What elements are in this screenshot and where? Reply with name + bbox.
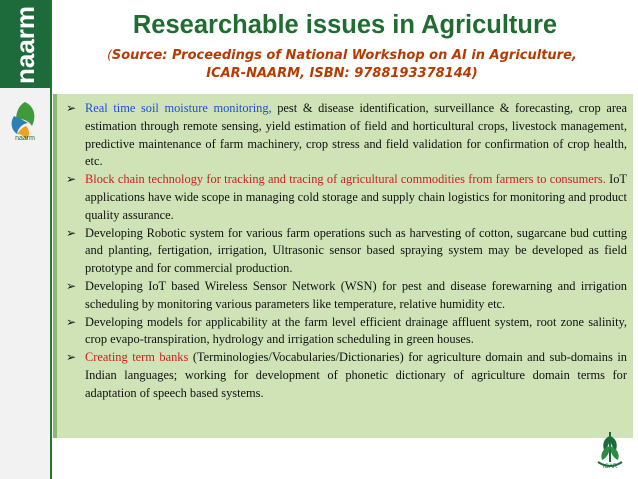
arrow-bullet-icon: ➢	[66, 278, 77, 293]
icar-logo-label: ICAR	[602, 464, 618, 470]
bullet-highlight: Creating term banks	[85, 350, 189, 365]
arrow-bullet-icon: ➢	[66, 314, 77, 329]
arrow-bullet-icon: ➢	[66, 172, 77, 187]
content-box	[53, 94, 633, 438]
bullet-item	[65, 171, 627, 224]
bullet-text: Developing models for applicability at the farm level efficient drainage affluent system, root zone salinity, crop evapo-transpiration, hydrology and irrigation scheduling in green houses.	[85, 314, 627, 347]
naarm-leaf-logo-icon	[4, 96, 46, 152]
bullet-item	[65, 314, 627, 350]
bullet-text: IoT applications have wide scope in managing cold storage and supply chain logistics for monitoring and product quality assurance.	[85, 172, 627, 222]
bullet-highlight: Block chain technology for tracking and tracing of agricultural commodities from farmers to consumers.	[85, 172, 606, 187]
bullet-text: Developing Robotic system for various farm operations such as harvesting of cotton, sugarcane bud cutting and planting, fertigation, irrigation, Ultrasonic sensor based spraying system may be developed as field prototype and for commercial production.	[85, 225, 627, 276]
arrow-bullet-icon: ➢	[66, 225, 77, 240]
bullet-text: pest & disease identification, surveillance & forecasting, crop area estimation through remote sensing, yield estimation of field and horticultural crops, livestock management, predictive maintenance of farm machinery, crop stress and field validation for confirmation of crop health, etc.	[85, 101, 627, 169]
source-line-2: ICAR-NAARM, ISBN: 9788193378144)	[206, 66, 478, 81]
arrow-bullet-icon: ➢	[66, 101, 77, 115]
bullet-item	[65, 100, 627, 171]
page-title: Researchable issues in Agriculture	[132, 11, 558, 39]
source-citation	[62, 46, 622, 83]
source-line-1: Source: Proceedings of National Workshop on AI in Agriculture,	[111, 48, 577, 63]
bullet-list	[65, 100, 627, 403]
bullet-text: Developing IoT based Wireless Sensor Network (WSN) for pest and disease forewarning and irrigation scheduling by monitoring various parameters like temperature, relative humidity etc.	[85, 278, 627, 311]
sidebar	[0, 0, 52, 479]
bullet-item	[65, 278, 627, 314]
bullet-item	[65, 349, 627, 402]
brand-strip	[0, 0, 50, 88]
brand-name: naarm	[10, 5, 40, 84]
bullet-highlight: Real time soil moisture monitoring,	[85, 101, 272, 115]
bullet-text: (Terminologies/Vocabularies/Dictionaries) for agriculture domain and sub-domains in Indian languages; working for development of phonetic dictionary of agriculture domain terms for adaptation of speech based systems.	[85, 350, 627, 400]
naarm-logo-label: naarm	[15, 135, 35, 142]
source-open-paren: (	[107, 48, 112, 62]
bullet-item	[65, 225, 627, 278]
arrow-bullet-icon: ➢	[66, 350, 77, 365]
